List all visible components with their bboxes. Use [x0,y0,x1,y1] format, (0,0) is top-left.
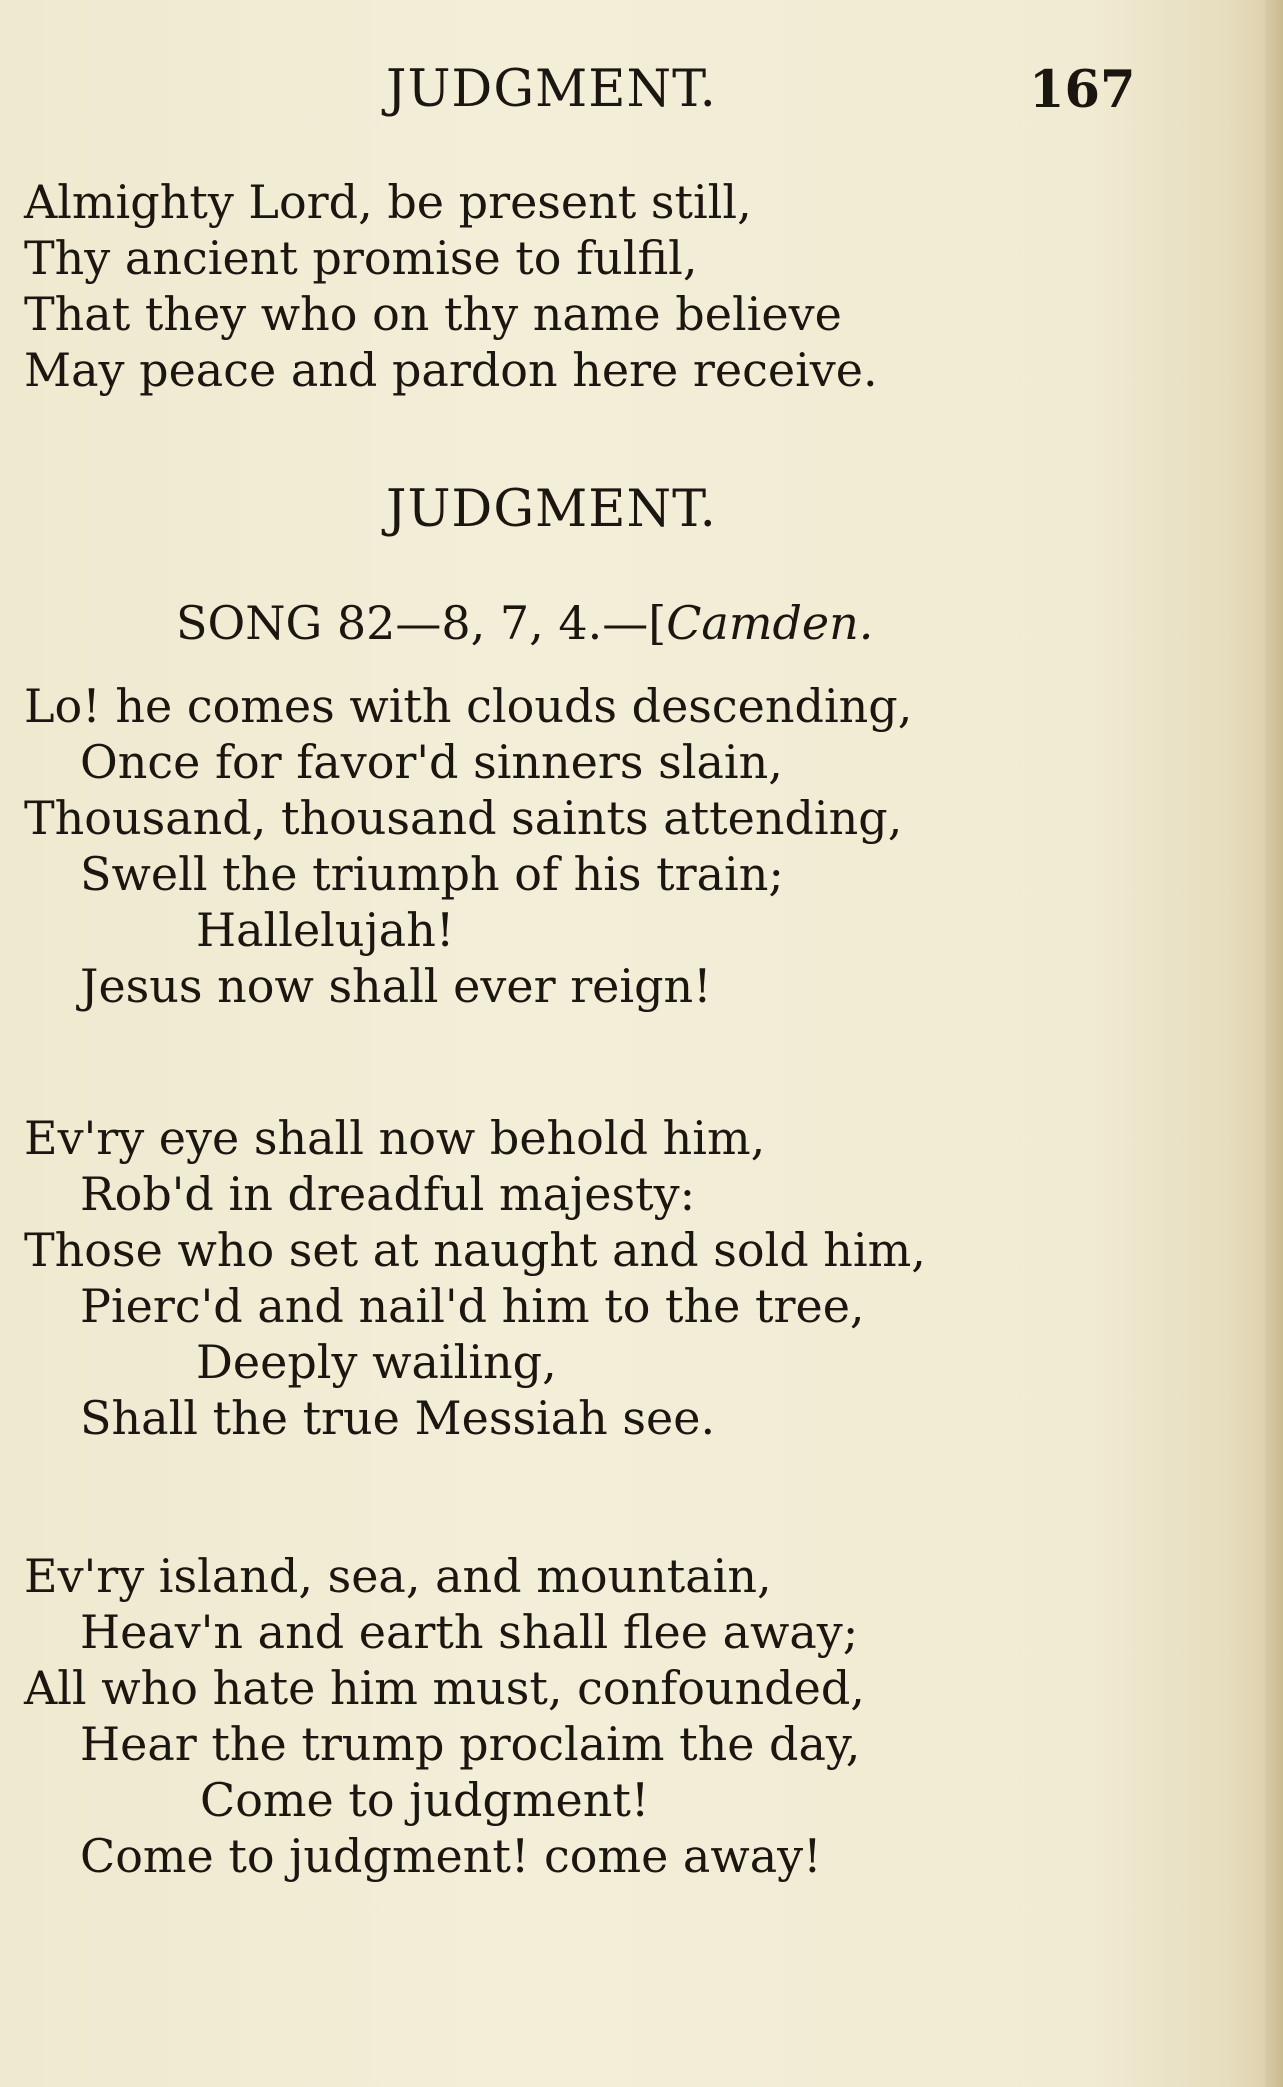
verse-line: Ev'ry eye shall now behold him, [24,1111,766,1165]
page-number: 167 [1029,60,1136,120]
verse-line: Those who set at naught and sold him, [24,1223,926,1277]
verse-line: Almighty Lord, be present still, [24,175,752,229]
verse-line: Heav'n and earth shall flee away; [80,1605,859,1659]
verse-line: Lo! he comes with clouds descending, [24,679,913,733]
verse-line: Thousand, thousand saints attending, [24,791,903,845]
section-title: JUDGMENT. [386,480,717,539]
verse-line: Pierc'd and nail'd him to the tree, [80,1279,865,1333]
verse-line: Hear the trump proclaim the day, [80,1717,861,1771]
verse-line: Once for favor'd sinners slain, [80,735,783,789]
refrain-line: Hallelujah! [196,903,455,957]
verse-line: May peace and pardon here receive. [24,343,878,397]
refrain-line: Deeply wailing, [196,1335,557,1389]
verse-line: Jesus now shall ever reign! [80,959,712,1013]
verse-line: All who hate him must, confounded, [24,1661,865,1715]
verse-line: Shall the true Messiah see. [80,1391,716,1445]
running-head [24,60,1254,120]
verse-line: That they who on thy name believe [24,287,842,341]
verse-line: Rob'd in dreadful majesty: [80,1167,696,1221]
verse-line: Ev'ry island, sea, and mountain, [24,1549,772,1603]
song-number-meter: SONG 82—8, 7, 4.—[ [176,596,667,650]
page-edge [1265,0,1283,2087]
tune-name: Camden. [666,596,874,650]
refrain-line: Come to judgment! [200,1773,650,1827]
verse-line: Thy ancient promise to fulfil, [24,231,698,285]
verse-line: Come to judgment! come away! [80,1829,822,1883]
running-title: JUDGMENT. [386,60,717,119]
verse-line: Swell the triumph of his train; [80,847,784,901]
song-heading [176,596,873,650]
